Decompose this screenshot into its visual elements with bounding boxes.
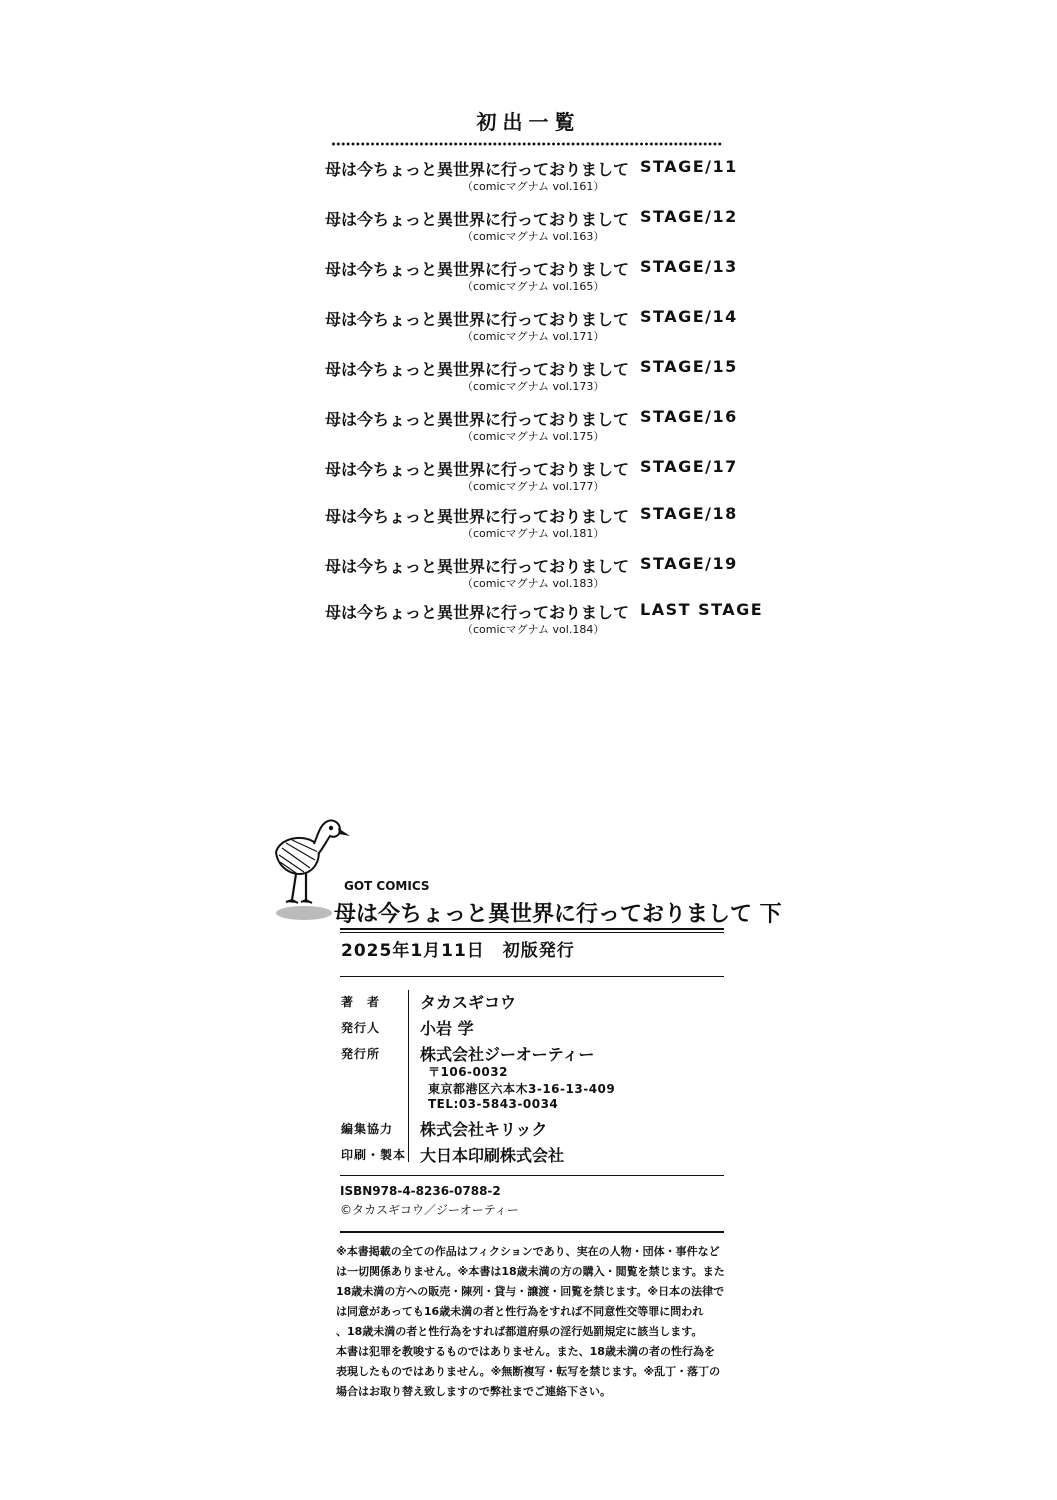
entry-magazine: （comicマグナム vol.183） — [462, 577, 605, 590]
entry-stage: STAGE/15 — [640, 357, 738, 376]
list-item — [0, 457, 1057, 501]
publication-date: 2025年1月11日 初版発行 — [341, 941, 575, 961]
editing-value: 株式会社キリック — [420, 1120, 548, 1139]
author-value: タカスギコウ — [420, 993, 517, 1012]
editing-label: 編集協力 — [341, 1122, 394, 1136]
entry-title: 母は今ちょっと異世界に行っておりまして — [325, 210, 630, 229]
street-address: 東京都港区六本木3-16-13-409 — [428, 1082, 616, 1096]
list-item — [0, 307, 1057, 351]
notice-line: は一切関係ありません。※本書は18歳未満の方の購入・閲覧を禁じます。また — [336, 1265, 725, 1278]
entry-stage: STAGE/14 — [640, 307, 738, 326]
notice-line: 本書は犯罪を教唆するものではありません。また、18歳未満の者の性行為を — [336, 1345, 715, 1358]
notice-line: は同意があっても16歳未満の者と性行為をすれば不同意性交等罪に問われ — [336, 1305, 704, 1318]
printing-value: 大日本印刷株式会社 — [420, 1146, 565, 1165]
title-rule — [340, 932, 724, 933]
list-item — [0, 504, 1057, 548]
entry-magazine: （comicマグナム vol.181） — [462, 527, 605, 540]
notice-line: 表現したものではありません。※無断複写・転写を禁じます。※乱丁・落丁の — [336, 1365, 721, 1378]
entry-title: 母は今ちょっと異世界に行っておりまして — [325, 260, 630, 279]
notice-line: 、18歳未満の者と性行為をすれば都道府県の淫行処罰規定に該当します。 — [336, 1325, 703, 1338]
notice-line: ※本書掲載の全ての作品はフィクションであり、実在の人物・団体・事件など — [336, 1245, 720, 1258]
entry-magazine: （comicマグナム vol.175） — [462, 430, 605, 443]
divider — [340, 1175, 724, 1176]
entry-stage: STAGE/19 — [640, 554, 738, 573]
divider — [340, 976, 724, 977]
dotted-divider — [331, 141, 723, 147]
column-divider — [408, 990, 409, 1162]
publisher-person-label: 発行人 — [341, 1021, 381, 1035]
entry-magazine: （comicマグナム vol.173） — [462, 380, 605, 393]
entry-title: 母は今ちょっと異世界に行っておりまして — [325, 603, 630, 622]
entry-magazine: （comicマグナム vol.161） — [462, 180, 605, 193]
publisher-value: 株式会社ジーオーティー — [420, 1045, 595, 1064]
publisher-person-value: 小岩 学 — [420, 1019, 474, 1038]
list-item — [0, 157, 1057, 201]
entry-magazine: （comicマグナム vol.165） — [462, 280, 605, 293]
book-title: 母は今ちょっと異世界に行っておりまして 下 — [334, 902, 782, 927]
entry-stage: STAGE/16 — [640, 407, 738, 426]
entry-magazine: （comicマグナム vol.163） — [462, 230, 605, 243]
isbn: ISBN978-4-8236-0788-2 — [340, 1184, 501, 1198]
printing-label: 印刷・製本 — [341, 1148, 407, 1162]
list-item — [0, 257, 1057, 301]
entry-magazine: （comicマグナム vol.171） — [462, 330, 605, 343]
entry-stage: STAGE/17 — [640, 457, 738, 476]
notice-line: 18歳未満の方への販売・陳列・貸与・譲渡・回覧を禁じます。※日本の法律で — [336, 1285, 725, 1298]
entry-stage: STAGE/18 — [640, 504, 738, 523]
entry-magazine: （comicマグナム vol.184） — [462, 623, 605, 636]
first-appearance-title: 初出一覧 — [476, 110, 581, 134]
publisher-label: 発行所 — [341, 1047, 381, 1061]
author-label: 著 者 — [341, 995, 381, 1009]
notice-rule — [340, 1231, 724, 1233]
notice-line: 場合はお取り替え致しますので弊社までご連絡下さい。 — [336, 1385, 611, 1398]
copyright: ©タカスギコウ／ジーオーティー — [340, 1203, 519, 1217]
title-rule — [340, 928, 724, 930]
entry-stage: STAGE/13 — [640, 257, 738, 276]
entry-title: 母は今ちょっと異世界に行っておりまして — [325, 557, 630, 576]
entry-stage: LAST STAGE — [640, 600, 764, 619]
entry-stage: STAGE/12 — [640, 207, 738, 226]
entry-magazine: （comicマグナム vol.177） — [462, 480, 605, 493]
entry-title: 母は今ちょっと異世界に行っておりまして — [325, 360, 630, 379]
list-item — [0, 600, 1057, 644]
entry-title: 母は今ちょっと異世界に行っておりまして — [325, 410, 630, 429]
list-item — [0, 357, 1057, 401]
entry-stage: STAGE/11 — [640, 157, 738, 176]
entry-title: 母は今ちょっと異世界に行っておりまして — [325, 507, 630, 526]
list-item — [0, 554, 1057, 598]
entry-title: 母は今ちょっと異世界に行っておりまして — [325, 160, 630, 179]
list-item — [0, 407, 1057, 451]
postal-code: 〒106-0032 — [428, 1065, 508, 1079]
entry-title: 母は今ちょっと異世界に行っておりまして — [325, 310, 630, 329]
telephone: TEL:03-5843-0034 — [428, 1097, 559, 1111]
imprint-label: GOT COMICS — [344, 879, 430, 893]
list-item — [0, 207, 1057, 251]
entry-title: 母は今ちょっと異世界に行っておりまして — [325, 460, 630, 479]
